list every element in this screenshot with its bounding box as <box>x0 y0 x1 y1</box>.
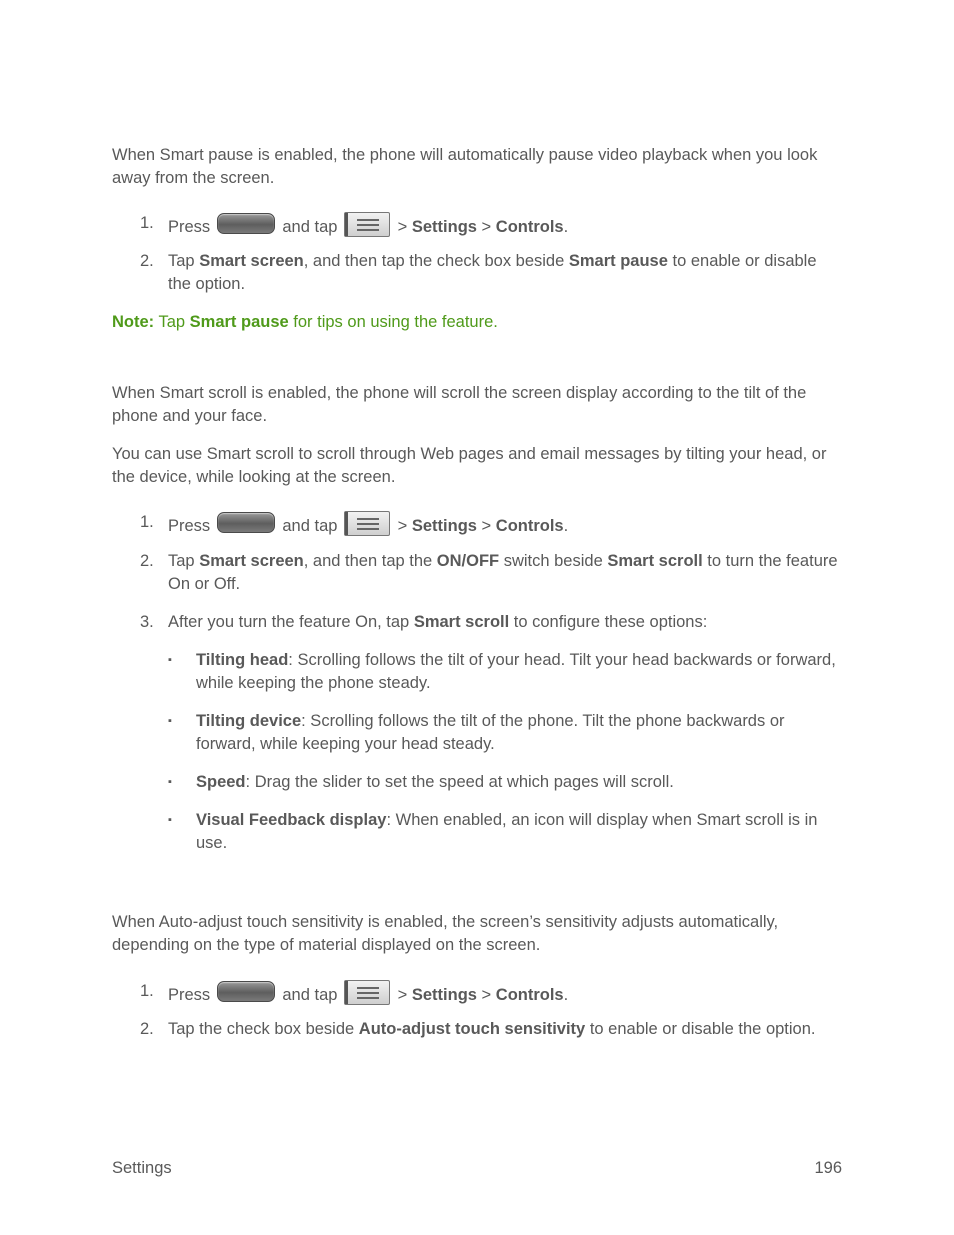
touch-sensitivity-intro: When Auto-adjust touch sensitivity is enabled, the screen’s sensitivity adjusts automatically, depending on the type of material displayed on the screen. <box>112 913 779 954</box>
smart-pause-note: Note: Tap Smart pause for tips on using the feature. <box>112 313 498 331</box>
home-key-icon <box>217 981 275 1002</box>
menu-key-icon <box>344 980 390 1005</box>
bullet-icon: ▪ <box>168 814 172 826</box>
bullet-icon: ▪ <box>168 715 172 727</box>
menu-key-icon <box>344 511 390 536</box>
bullet-icon: ▪ <box>168 654 172 666</box>
smart-pause-intro: When Smart pause is enabled, the phone will automatically pause video playback when you look away from the screen. <box>112 146 818 187</box>
bullet-icon: ▪ <box>168 776 172 788</box>
home-key-icon <box>217 213 275 234</box>
footer-section-name: Settings <box>112 1159 172 1177</box>
home-key-icon <box>217 512 275 533</box>
page-number: 196 <box>814 1159 842 1177</box>
smart-scroll-intro: When Smart scroll is enabled, the phone will scroll the screen display according to the tilt of the phone and your face. <box>112 384 807 425</box>
menu-key-icon <box>344 212 390 237</box>
smart-scroll-usage: You can use Smart scroll to scroll through Web pages and email messages by tilting your head, or the device, while looking at the screen. <box>112 445 827 486</box>
